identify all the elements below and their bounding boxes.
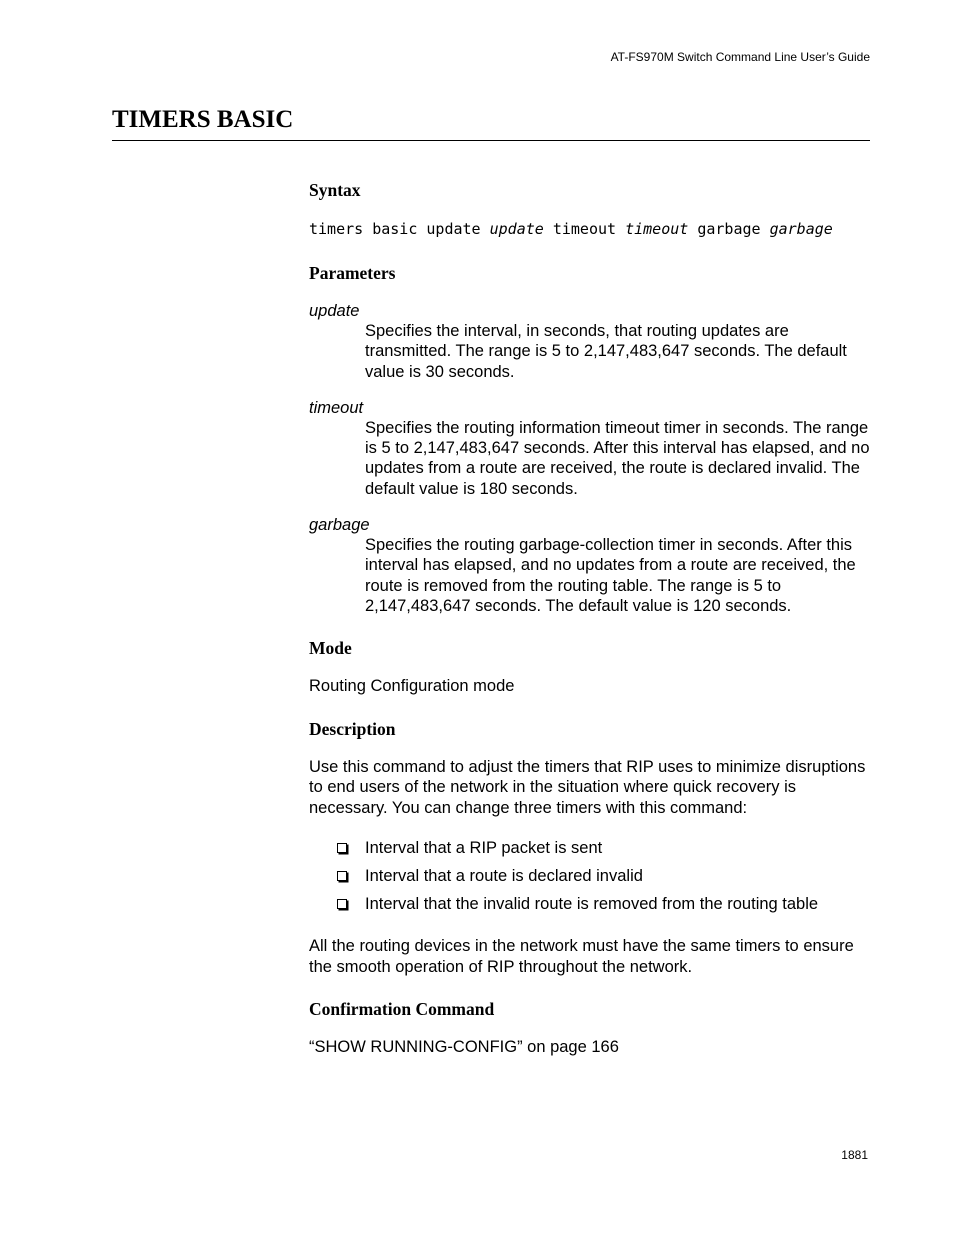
parameter-description: Specifies the interval, in seconds, that routing updates are transmitted. The range is 5 to 2,147,483,647 seconds. The default value is 30 seconds. (365, 322, 847, 381)
timer-list (309, 834, 871, 918)
list-item: Interval that a route is declared invalid (309, 862, 871, 890)
checkbox-bullet-icon (337, 899, 347, 909)
parameter-description: Specifies the routing information timeout timer in seconds. The range is 5 to 2,147,483,647 seconds. After this interval has elapsed, and no updates from a route are received, the route is declared invalid. The default value is 180 seconds. (365, 418, 870, 498)
running-header: AT-FS970M Switch Command Line User’s Guide (610, 50, 870, 64)
syntax-line (309, 219, 871, 239)
syntax-keyword: timeout (552, 220, 617, 238)
parameter-item (309, 398, 871, 499)
syntax-arg-timeout: timeout (625, 220, 689, 238)
parameter-term: garbage (309, 516, 370, 535)
description-intro: Use this command to adjust the timers that RIP uses to minimize disruptions to end users of the network in the situation where quick recovery is necessary. You can change three timers with this command: (309, 757, 866, 817)
parameters-heading: Parameters (309, 263, 396, 283)
confirmation-link[interactable]: “SHOW RUNNING-CONFIG” on page 166 (309, 1038, 619, 1057)
parameter-term: timeout (309, 398, 364, 417)
checkbox-bullet-icon (337, 871, 347, 881)
page-title: TIMERS BASIC (112, 106, 294, 133)
mode-text: Routing Configuration mode (309, 677, 515, 696)
parameter-item (309, 515, 871, 616)
confirmation-heading: Confirmation Command (309, 999, 495, 1020)
mode-heading: Mode (309, 638, 352, 659)
command-content (309, 178, 871, 1058)
syntax-keyword: garbage (697, 220, 761, 238)
parameter-term: update (309, 302, 360, 320)
list-item: Interval that the invalid route is removed from the routing table (309, 890, 871, 918)
page-number: 1881 (841, 1148, 868, 1162)
syntax-arg-update: update (489, 220, 544, 238)
syntax-keyword: timers basic update (309, 220, 481, 238)
title-rule (112, 140, 870, 141)
parameter-description: Specifies the routing garbage-collection timer in seconds. After this interval has elapsed, and no updates from a route are received, the route is removed from the routing table. The range is 5 to 2,147,483,647 seconds. The default value is 120 seconds. (365, 536, 856, 615)
checkbox-bullet-icon (337, 843, 347, 853)
syntax-arg-garbage: garbage (769, 220, 833, 238)
syntax-heading: Syntax (309, 180, 361, 200)
description-heading: Description (309, 718, 396, 739)
parameter-item (309, 301, 871, 382)
list-item: Interval that a RIP packet is sent (309, 834, 871, 862)
description-closing: All the routing devices in the network must have the same timers to ensure the smooth operation of RIP throughout the network. (309, 937, 854, 976)
